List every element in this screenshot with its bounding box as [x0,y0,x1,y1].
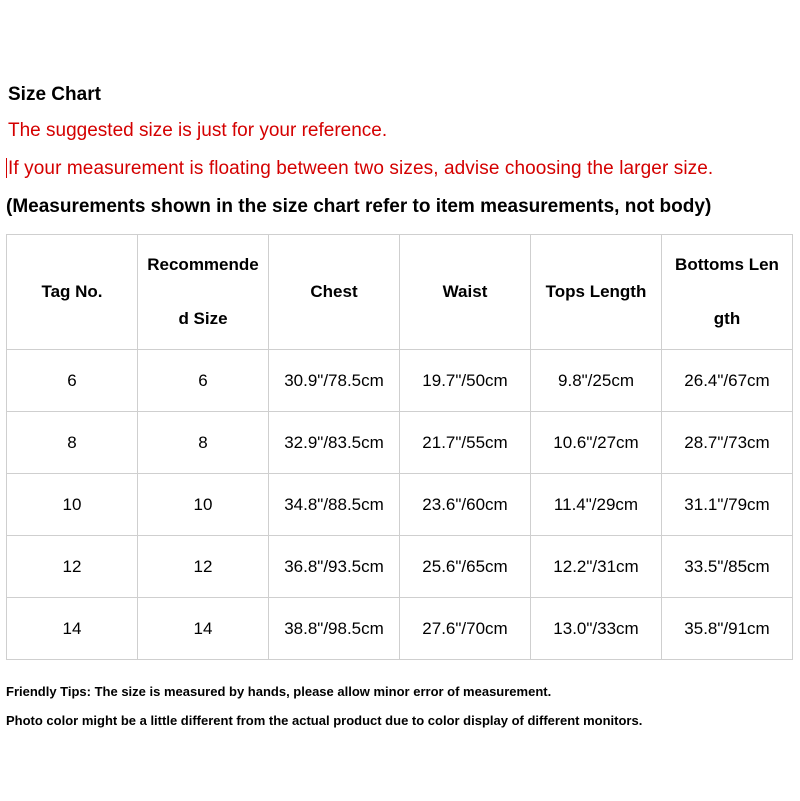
table-cell: 10 [138,474,269,536]
table-cell: 33.5"/85cm [662,536,793,598]
table-row [7,598,793,660]
table-cell: 13.0"/33cm [531,598,662,660]
table-cell: 19.7"/50cm [400,350,531,412]
table-cell: 12 [138,536,269,598]
table-row [7,412,793,474]
floating-size-note-wrap [6,158,713,180]
table-cell: 10 [7,474,138,536]
table-cell: 8 [7,412,138,474]
table-cell: 28.7"/73cm [662,412,793,474]
header-tag-no: Tag No. [7,235,138,350]
table-cell: 25.6"/65cm [400,536,531,598]
table-header-row [7,235,793,350]
table-cell: 8 [138,412,269,474]
header-bottoms-length: Bottoms Len gth [662,235,793,350]
header-chest: Chest [269,235,400,350]
table-cell: 6 [138,350,269,412]
table-cell: 11.4"/29cm [531,474,662,536]
table-cell: 34.8"/88.5cm [269,474,400,536]
table-cell: 12 [7,536,138,598]
measurement-note: (Measurements shown in the size chart refer to item measurements, not body) [6,196,712,217]
floating-size-note: If your measurement is floating between two sizes, advise choosing the larger size. [8,158,714,179]
table-cell: 10.6"/27cm [531,412,662,474]
table-row [7,474,793,536]
table-cell: 14 [7,598,138,660]
table-cell: 12.2"/31cm [531,536,662,598]
table-cell: 27.6"/70cm [400,598,531,660]
text-cursor-icon [6,158,7,178]
friendly-tips: Friendly Tips: The size is measured by hands, please allow minor error of measurement. [6,684,552,699]
size-table [6,234,793,660]
table-cell: 26.4"/67cm [662,350,793,412]
table-cell: 35.8"/91cm [662,598,793,660]
header-recommended-size: Recommende d Size [138,235,269,350]
table-cell: 30.9"/78.5cm [269,350,400,412]
table-cell: 14 [138,598,269,660]
table-cell: 6 [7,350,138,412]
table-cell: 9.8"/25cm [531,350,662,412]
color-tips: Photo color might be a little different from the actual product due to color display of different monitors. [6,713,643,728]
table-row [7,536,793,598]
header-tops-length: Tops Length [531,235,662,350]
size-chart-title: Size Chart [8,84,101,105]
table-cell: 38.8"/98.5cm [269,598,400,660]
table-cell: 21.7"/55cm [400,412,531,474]
header-waist: Waist [400,235,531,350]
table-row [7,350,793,412]
reference-note: The suggested size is just for your reference. [8,120,388,141]
table-cell: 36.8"/93.5cm [269,536,400,598]
table-cell: 32.9"/83.5cm [269,412,400,474]
table-cell: 31.1"/79cm [662,474,793,536]
table-cell: 23.6"/60cm [400,474,531,536]
